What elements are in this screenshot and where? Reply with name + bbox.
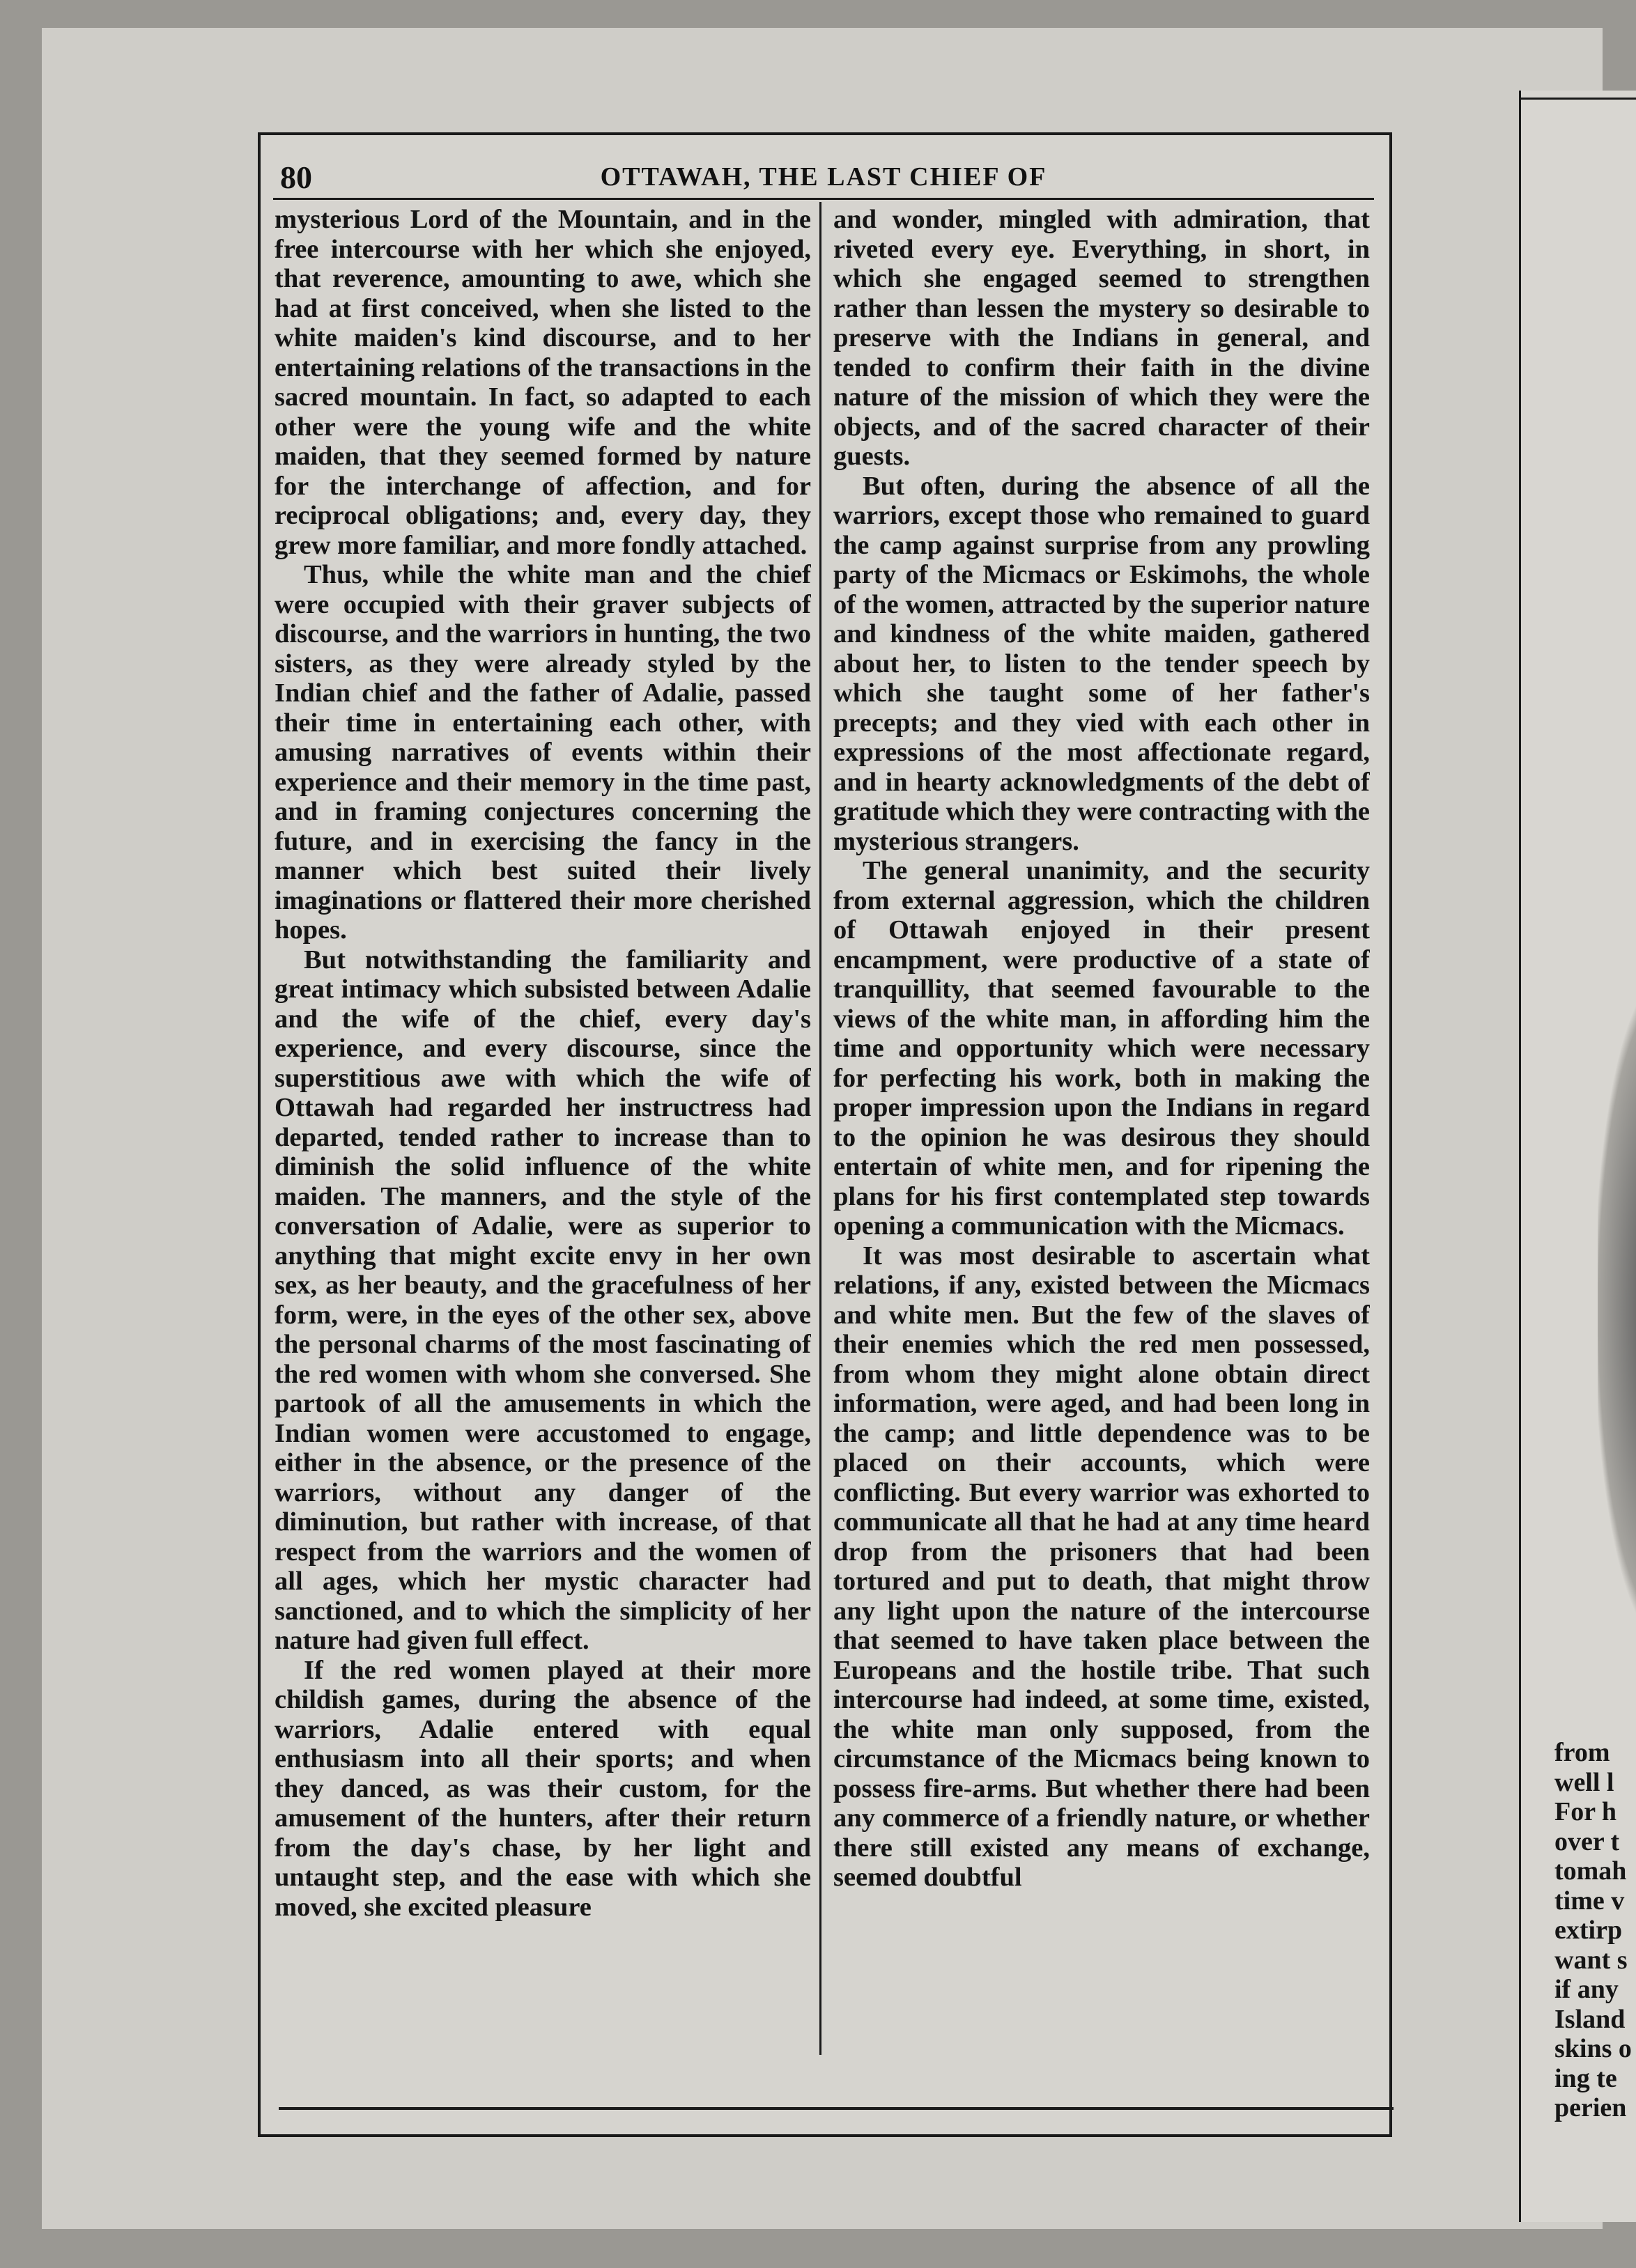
page-frame [258,132,1392,2137]
facing-line: from [1554,1738,1610,1767]
facing-line: tomah [1554,1856,1627,1886]
facing-line: Island [1554,2004,1626,2034]
paragraph: The general unanimity, and the security from external aggression, which the children of Ottawah enjoyed in their present encampment, were productive of a state of tranquillity, that seemed favourable to the views of the white man, in affording him the time and opportunity which were necessary for perfecting his work, both in making the proper impression upon the Indians in regard to the opinion he was desirous they should entertain of white men, and for ripening the plans for his first contemplated step towards opening a communication with the Micmacs. [833,856,1370,1241]
left-text-column [275,205,811,2051]
column-divider [819,202,821,2055]
paragraph: But notwithstanding the familiarity and great intimacy which subsisted between Adalie and the wife of the chief, every day's experience, and every discourse, since the superstitious awe with which the wife of Ottawah had regarded her instructress had departed, tended rather to increase than to diminish the solid influence of the white maiden. The manners, and the style of the conversation of Adalie, were as superior to anything that might excite envy in her own sex, as her beauty, and the gracefulness of her form, were, in the eyes of the other sex, above the personal charms of the most fascinating of the red women with whom she conversed. She partook of all the amusements in which the Indian women were accustomed to engage, either in the absence, or the presence of the warriors, without any danger of the diminution, but rather with increase, of that respect from the warriors and the women of all ages, which her mystic character had sanctioned, and to which the simplicity of her nature had given full effect. [275,945,811,1655]
paragraph: If the red women played at their more childish games, during the absence of the warriors, Adalie entered with equal enthusiasm into all their sports; and when they danced, as was their custom, for the amusement of the hunters, after their return from the day's chase, by her light and untaught step, and the ease with which she moved, she excited pleasure [275,1655,811,1922]
facing-line: time v [1554,1886,1625,1916]
running-header [273,156,1374,200]
facing-line: extirp [1554,1916,1623,1945]
paragraph: It was most desirable to ascertain what relations, if any, existed between the Micmacs and white men. But the few of the slaves of their enemies which the red men possessed, from whom they might alone obtain direct information, were aged, and had been long in the camp; and little dependence was to be placed on their accounts, which were conflicting. But every warrior was exhorted to communicate all that he had at any time heard drop from the prisoners that had been tortured and put to death, that might throw any light upon the nature of the intercourse that seemed to have taken place between the Europeans and the hostile tribe. That such intercourse had indeed, at some time, existed, the white man only supposed, from the circumstance of the Micmacs being known to possess fire-arms. But whether there had been any commerce of a friendly nature, or whether there still existed any means of exchange, seemed doubtful [833,1241,1370,1892]
paragraph: and wonder, mingled with admiration, that riveted every eye. Everything, in short, in which she engaged seemed to strengthen rather than lessen the mystery so desirable to preserve with the Indians in general, and tended to confirm their faith in the divine nature of the mission of which they were the objects, and of the sacred character of their guests. [833,205,1370,471]
bottom-rule [279,2107,1394,2110]
facing-line: want s [1554,1945,1628,1975]
facing-page-rule [1521,98,1636,100]
facing-line: perien [1554,2093,1627,2122]
facing-line: ing te [1554,2063,1617,2093]
running-title: OTTAWAH, THE LAST CHIEF OF [600,162,1047,192]
scanned-page-background [42,28,1603,2229]
facing-page-illustration [1598,996,1636,1623]
facing-line: well l [1554,1767,1614,1797]
paragraph: Thus, while the white man and the chief were occupied with their graver subjects of discourse, and the warriors in hunting, the two sisters, as they were already styled by the Indian chief and the father of Adalie, passed their time in entertaining each other, with amusing narratives of events within their experience and their memory in the time past, and in framing conjectures concerning the future, and in exercising the fancy in the manner which best suited their lively imaginations or flattered their more cherished hopes. [275,560,811,945]
facing-line: over t [1554,1826,1620,1856]
facing-page-text [1554,1738,1636,2123]
facing-line: if any [1554,1975,1619,2004]
facing-line: For h [1554,1797,1617,1826]
facing-line: skins o [1554,2034,1632,2063]
paragraph: But often, during the absence of all the warriors, except those who remained to guard the camp against surprise from any prowling party of the Micmacs or Eskimohs, the whole of the women, attracted by the superior nature and kindness of the white maiden, gathered about her, to listen to the tender speech by which she taught some of her father's precepts; and they vied with each other in expressions of the most affectionate regard, and in hearty acknowledgments of the debt of gratitude which they were contracting with the mysterious strangers. [833,471,1370,856]
right-text-column [833,205,1370,2051]
page-number: 80 [280,160,312,195]
paragraph: mysterious Lord of the Mountain, and in the free intercourse with her which she enjoyed, that reverence, amounting to awe, which she had at first conceived, when she listed to the white maiden's kind discourse, and to her entertaining relations of the transactions in the sacred mountain. In fact, so adapted to each other were the young wife and the white maiden, that they seemed formed by nature for the interchange of affection, and for reciprocal obligations; and, every day, they grew more familiar, and more fondly attached. [275,205,811,560]
facing-page-edge [1519,91,1636,2222]
